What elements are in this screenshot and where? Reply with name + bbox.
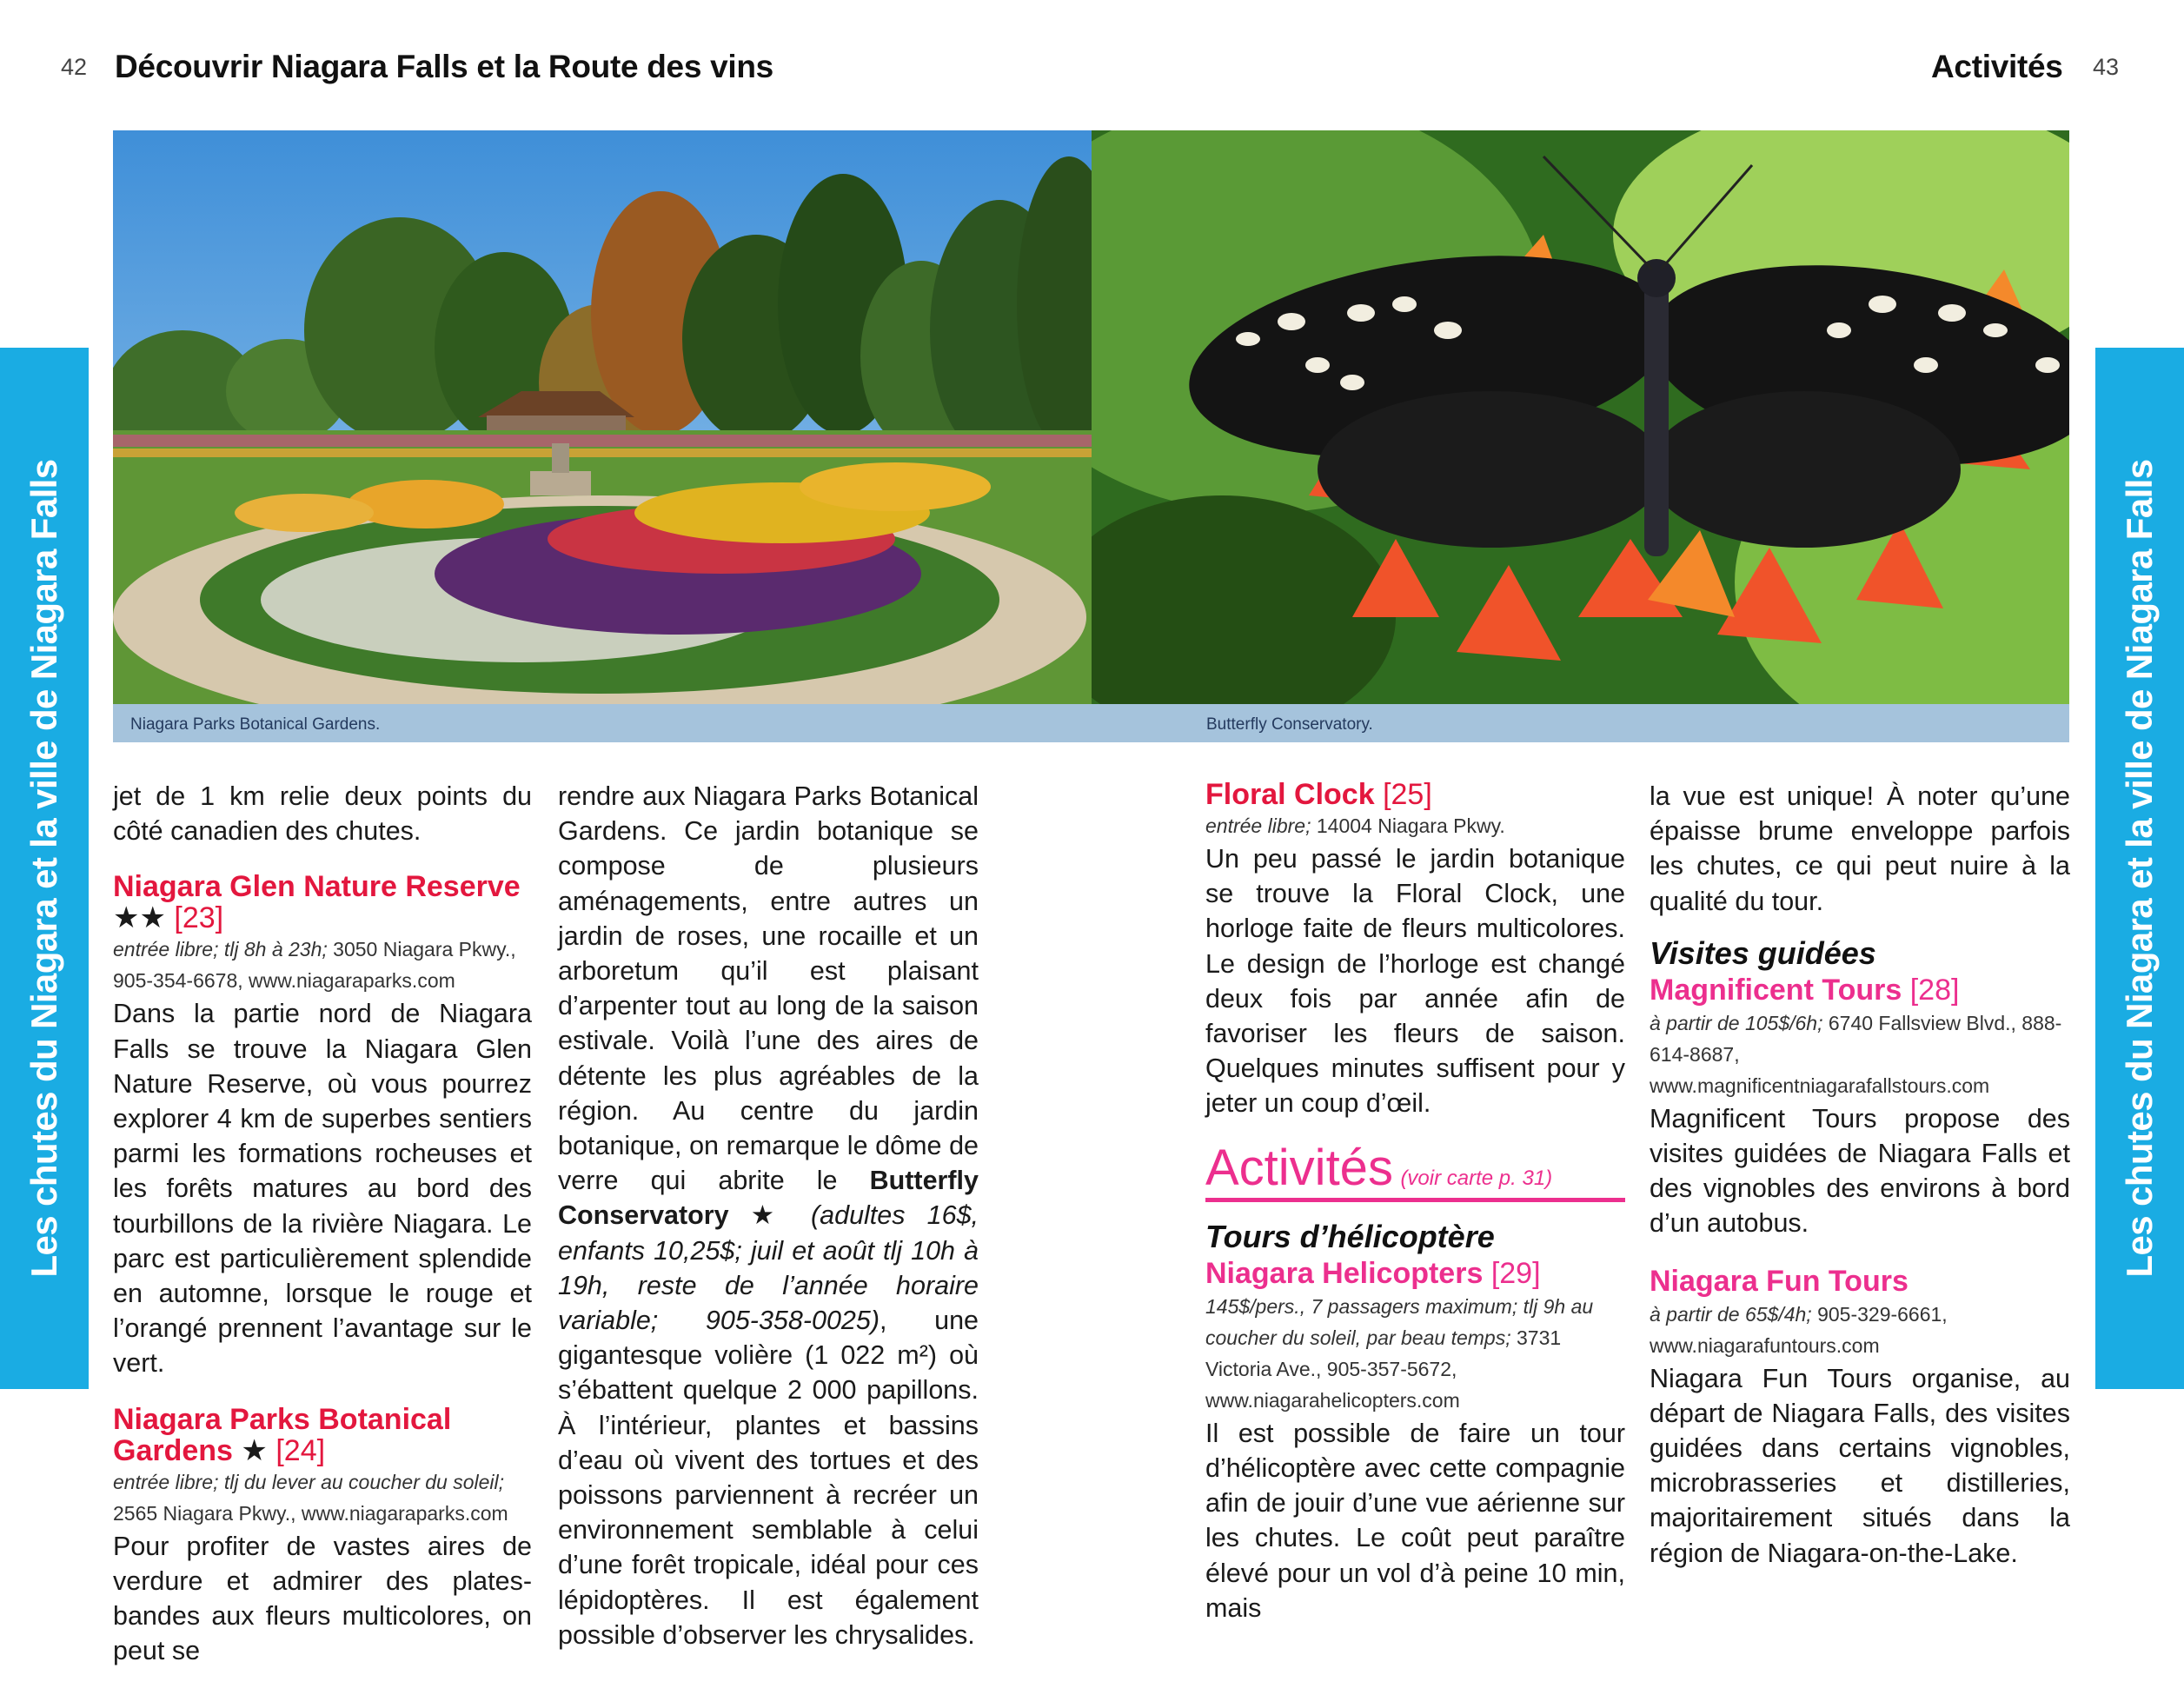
right-side-tab bbox=[2095, 348, 2184, 1389]
heli-info bbox=[1205, 1291, 1625, 1416]
left-running-title: Découvrir Niagara Falls et la Route des vins bbox=[115, 49, 773, 84]
left-page-number: 42 bbox=[61, 54, 88, 80]
glen-stars: ★★ bbox=[113, 901, 166, 935]
funtours-info-italic: à partir de 65$/4h; bbox=[1650, 1302, 1812, 1326]
funtours-info-plain: 905-329-6661, www.niagarafuntours.com bbox=[1650, 1302, 1948, 1357]
botanical-title: Niagara Parks Botanical Gardens bbox=[113, 1402, 452, 1467]
botanical-gardens-photo bbox=[113, 130, 1092, 704]
botanical-body: Pour profiter de vastes aires de verdure et admirer des plates-bandes aux fleurs multicolores, on peut se bbox=[113, 1531, 532, 1666]
magnificent-info bbox=[1650, 1007, 2070, 1101]
floral-ref: [25] bbox=[1383, 778, 1432, 811]
activites-map-note: (voir carte p. 31) bbox=[1400, 1166, 1553, 1190]
column-2 bbox=[558, 779, 979, 1652]
right-side-tab-text: Les chutes du Niagara et la ville de Niagara Falls bbox=[2119, 459, 2160, 1278]
heli-ref: [29] bbox=[1490, 1256, 1541, 1290]
visites-guidees-subheading: Visites guidées bbox=[1650, 934, 1876, 971]
floral-title: Floral Clock bbox=[1205, 778, 1375, 811]
floral-info-italic: entrée libre; bbox=[1205, 814, 1311, 837]
left-side-tab-text: Les chutes du Niagara et la ville de Niagara Falls bbox=[23, 459, 64, 1278]
butterfly-conservatory-star: ★ bbox=[750, 1200, 789, 1231]
botanical-info-plain: 2565 Niagara Pkwy., www.niagaraparks.com bbox=[113, 1501, 508, 1525]
heli-title: Niagara Helicopters bbox=[1205, 1256, 1484, 1290]
butterfly-photo bbox=[1092, 130, 2069, 704]
floral-info bbox=[1205, 810, 1625, 841]
glen-info-plain: 3050 Niagara Pkwy., 905-354-6678, www.niagaraparks.com bbox=[113, 938, 516, 993]
butterfly-conservatory-info: (adultes 16$, enfants 10,25$; juil et août tlj 10h à 19h, reste de l’année horaire variable; 905-358-0025) bbox=[558, 1200, 979, 1336]
funtours-heading bbox=[1650, 1264, 2070, 1299]
column-3 bbox=[1205, 779, 1625, 1625]
funtours-info bbox=[1650, 1299, 2070, 1361]
magnificent-heading bbox=[1650, 973, 2070, 1007]
funtours-title: Niagara Fun Tours bbox=[1650, 1264, 1909, 1298]
glen-info bbox=[113, 934, 532, 996]
botanical-gardens-caption: Niagara Parks Botanical Gardens. bbox=[130, 715, 381, 734]
magnificent-body: Magnificent Tours propose des visites guidées de Niagara Falls et des vignobles des environs à bord d’un autobus. bbox=[1650, 1103, 2070, 1239]
left-side-tab bbox=[0, 348, 89, 1389]
glen-ref: [23] bbox=[174, 901, 224, 935]
magnificent-title: Magnificent Tours bbox=[1650, 973, 1902, 1007]
heli-info-plain: 3731 Victoria Ave., 905-357-5672, www.niagarahelicopters.com bbox=[1205, 1326, 1562, 1412]
glen-body: Dans la partie nord de Niagara Falls se trouve la Niagara Glen Nature Reserve, où vous pourrez explorer 4 km de superbes sentiers parmi les formations rocheuses et les forêts matures au bord des tourbillons de la rivière Niagara. Le parc est particulièrement splendide en automne, lorsque le rouge et l’orangé prennent l’avantage sur le vert. bbox=[113, 999, 532, 1379]
col4-intro: la vue est unique! À noter qu’une épaisse brume enveloppe parfois les chutes, ce qui peut nuire à la qualité du tour. bbox=[1650, 781, 2070, 916]
right-page-number: 43 bbox=[2093, 54, 2120, 80]
caption-bar bbox=[113, 704, 2069, 742]
right-running-title: Activités bbox=[1931, 49, 2063, 84]
glen-heading bbox=[113, 871, 532, 934]
butterfly-illustration bbox=[1092, 130, 2069, 704]
col2-text2: , une gigantesque volière (1 022 m²) où s’ébattent quelque 2 000 papillons. À l’intérieur, plantes et bassins d’eau où vivent des tortues et des poissons parviennent à recréer un environnement semblable à celui d’une forêt tropicale, idéal pour ces lépidoptères. Il est également possible d’observer les chrysalides. bbox=[558, 1306, 979, 1650]
butterfly-caption: Butterfly Conservatory. bbox=[1206, 715, 1373, 734]
col2-paragraph bbox=[558, 779, 979, 1652]
activites-heading bbox=[1205, 1139, 1625, 1202]
heli-info-italic: 145$/pers., 7 passagers maximum; tlj 9h au coucher du soleil, par beau temps; bbox=[1205, 1294, 1594, 1349]
botanical-stars: ★ bbox=[241, 1433, 268, 1467]
botanical-heading bbox=[113, 1404, 532, 1466]
glen-title: Niagara Glen Nature Reserve bbox=[113, 870, 521, 904]
botanical-info-italic: entrée libre; tlj du lever au coucher du soleil; bbox=[113, 1470, 505, 1493]
magnificent-info-italic: à partir de 105$/6h; bbox=[1650, 1011, 1823, 1034]
column-4 bbox=[1650, 779, 2070, 1571]
heli-heading bbox=[1205, 1256, 1625, 1291]
floral-info-plain: 14004 Niagara Pkwy. bbox=[1316, 814, 1505, 837]
funtours-body: Niagara Fun Tours organise, au départ de Niagara Falls, des visites guidées dans certains vignobles, microbrasseries et distilleries, majoritairement situés dans la région de Niagara-on-the-Lake. bbox=[1650, 1363, 2070, 1568]
col2-text1: rendre aux Niagara Parks Botanical Gardens. Ce jardin botanique se compose de plusieurs aménagements, entre autres un jardin de roses, une rocaille et un arboretum qu’il est plaisant d’arpenter tout au long de la saison estivale. Voilà l’une des aires de détente les plus agréables de la région. Au centre du jardin botanique, on remarque le dôme de verre qui abrite le bbox=[558, 781, 979, 1196]
activites-title: Activités bbox=[1205, 1139, 1393, 1196]
garden-illustration bbox=[113, 130, 1092, 704]
glen-info-italic: entrée libre; tlj 8h à 23h; bbox=[113, 938, 328, 961]
col1-intro: jet de 1 km relie deux points du côté canadien des chutes. bbox=[113, 781, 532, 847]
floral-heading bbox=[1205, 779, 1625, 810]
butterfly-conservatory-name: Butterfly Conservatory bbox=[558, 1166, 979, 1231]
magnificent-ref: [28] bbox=[1909, 973, 1960, 1007]
magnificent-info-plain: 6740 Fallsview Blvd., 888-614-8687, www.magnificentniagarafallstours.com bbox=[1650, 1011, 2062, 1097]
floral-body: Un peu passé le jardin botanique se trouve la Floral Clock, une horloge faite de fleurs multicolores. Le design de l’horloge est changé deux fois par année afin de favoriser les fleurs de saison. Quelques minutes suffisent pour y jeter un coup d’œil. bbox=[1205, 844, 1625, 1119]
botanical-info bbox=[113, 1466, 532, 1529]
heli-body: Il est possible de faire un tour d’hélicoptère avec cette compagnie afin de jouir d’une vue aérienne sur les chutes. Le coût peut paraître élevé pour un vol d’à peine 10 min, mais bbox=[1205, 1418, 1625, 1623]
botanical-ref: [24] bbox=[275, 1433, 326, 1467]
column-1 bbox=[113, 779, 532, 1668]
tours-helicoptere-subheading: Tours d’hélicoptère bbox=[1205, 1218, 1495, 1254]
